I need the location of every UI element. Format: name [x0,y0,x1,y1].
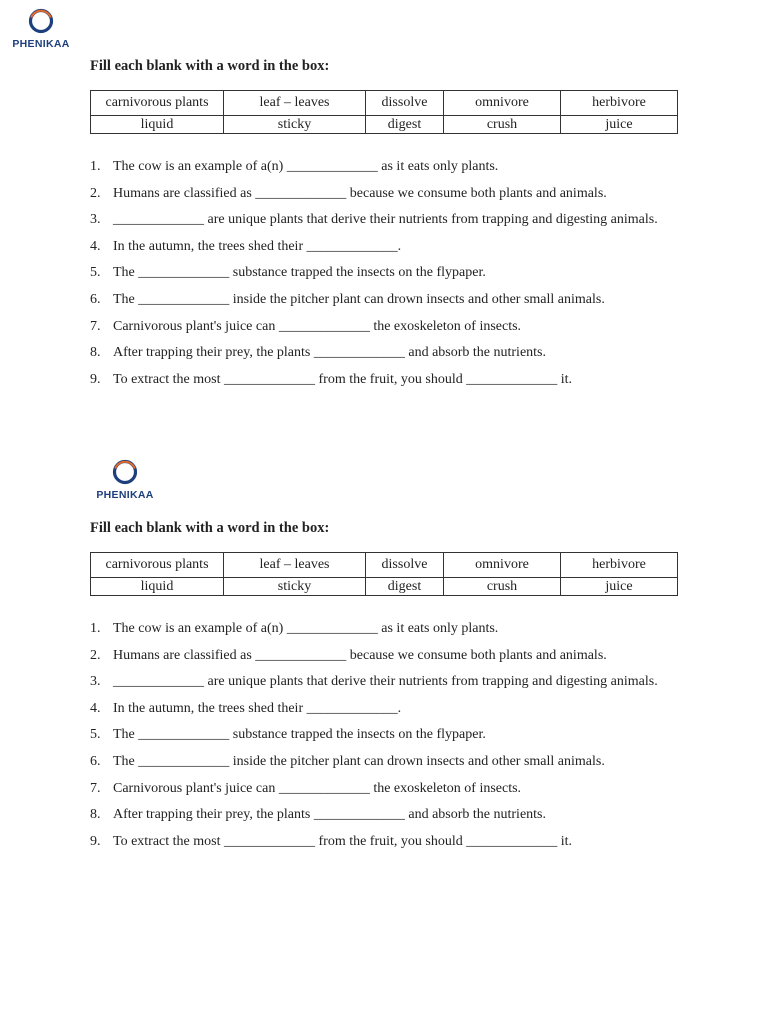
word-box-row [91,91,678,116]
question-item [90,643,680,670]
question-item [90,181,680,208]
word-cell: carnivorous plants [91,553,224,578]
question-text: To extract the most _____________ from the fruit, you should _____________ it. [113,371,573,387]
word-cell: liquid [91,116,224,134]
question-text: After trapping their prey, the plants _____________ and absorb the nutrients. [113,345,546,361]
phenikaa-logo [6,7,76,51]
question-list [90,616,680,855]
question-number: 9. [90,833,101,849]
word-cell: juice [561,116,678,134]
question-text: The cow is an example of a(n) _____________ as it eats only plants. [113,159,499,174]
question-number: 4. [90,238,101,254]
question-list [90,154,680,393]
question-number: 6. [90,291,101,307]
word-cell: digest [366,116,444,134]
word-cell: herbivore [561,91,678,116]
worksheet-1 [90,56,690,426]
question-item [90,340,680,367]
question-number: 5. [90,727,101,743]
question-item [90,829,680,856]
word-cell: herbivore [561,553,678,578]
phenikaa-ring-icon [27,7,55,35]
question-item [90,367,680,394]
word-cell: juice [561,578,678,596]
phenikaa-ring-icon [111,458,139,486]
phenikaa-logo [90,458,160,502]
question-text: Carnivorous plant's juice can _____________ the exoskeleton of insects. [113,318,522,334]
word-box-row [91,578,678,596]
question-text: The _____________ substance trapped the insects on the flypaper. [113,727,486,743]
question-text: The cow is an example of a(n) _____________ as it eats only plants. [113,621,499,636]
word-cell: dissolve [366,91,444,116]
word-box-row [91,116,678,134]
word-cell: carnivorous plants [91,91,224,116]
word-cell: crush [444,578,561,596]
word-cell: dissolve [366,553,444,578]
question-item [90,154,680,181]
question-number: 3. [90,674,101,690]
instruction: Fill each blank with a word in the box: [90,520,330,536]
question-number: 9. [90,371,101,387]
worksheet-2 [90,518,690,888]
question-number: 8. [90,807,101,823]
question-text: The _____________ inside the pitcher plant can drown insects and other small animals. [113,291,605,307]
question-item [90,696,680,723]
question-number: 7. [90,318,101,334]
question-number: 7. [90,780,101,796]
question-item [90,207,680,234]
question-text: _____________ are unique plants that derive their nutrients from trapping and digesting animals. [113,212,658,228]
word-cell: omnivore [444,553,561,578]
question-number: 1. [90,621,101,636]
question-item [90,722,680,749]
question-item [90,287,680,314]
question-number: 6. [90,753,101,769]
question-text: The _____________ substance trapped the insects on the flypaper. [113,265,486,281]
question-item [90,802,680,829]
question-item [90,669,680,696]
question-text: Humans are classified as _____________ because we consume both plants and animals. [113,185,607,201]
question-number: 1. [90,159,101,174]
question-text: To extract the most _____________ from the fruit, you should _____________ it. [113,833,573,849]
question-text: Carnivorous plant's juice can _____________ the exoskeleton of insects. [113,780,522,796]
instruction: Fill each blank with a word in the box: [90,58,330,74]
question-item [90,314,680,341]
question-text: _____________ are unique plants that derive their nutrients from trapping and digesting animals. [113,674,658,690]
question-number: 2. [90,647,101,663]
question-number: 3. [90,212,101,228]
question-item [90,260,680,287]
word-cell: crush [444,116,561,134]
word-cell: digest [366,578,444,596]
question-number: 8. [90,345,101,361]
question-item [90,776,680,803]
word-cell: omnivore [444,91,561,116]
question-number: 2. [90,185,101,201]
question-item [90,234,680,261]
word-cell: sticky [224,116,366,134]
question-number: 5. [90,265,101,281]
word-box [90,552,678,596]
question-text: After trapping their prey, the plants _____________ and absorb the nutrients. [113,807,546,823]
question-number: 4. [90,700,101,716]
question-text: In the autumn, the trees shed their _____________. [113,700,402,716]
logo-wordmark: PHENIKAA [12,38,70,50]
question-item [90,616,680,643]
word-cell: leaf – leaves [224,91,366,116]
word-box [90,90,678,134]
word-box-row [91,553,678,578]
word-cell: liquid [91,578,224,596]
question-text: Humans are classified as _____________ because we consume both plants and animals. [113,647,607,663]
question-text: In the autumn, the trees shed their _____________. [113,238,402,254]
question-item [90,749,680,776]
word-cell: leaf – leaves [224,553,366,578]
question-text: The _____________ inside the pitcher plant can drown insects and other small animals. [113,753,605,769]
logo-wordmark: PHENIKAA [96,489,154,501]
word-cell: sticky [224,578,366,596]
